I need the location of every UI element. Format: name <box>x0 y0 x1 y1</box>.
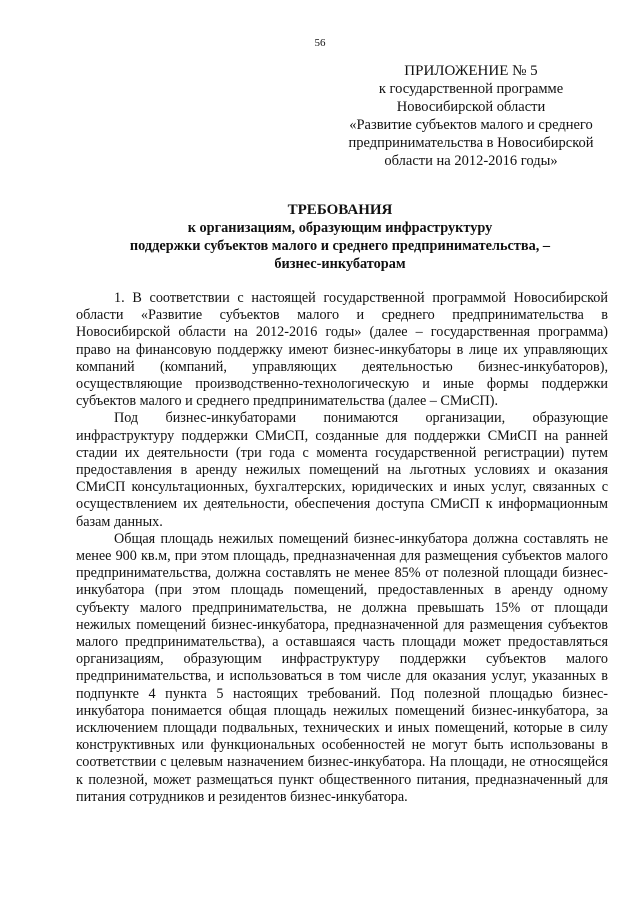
paragraph: Под бизнес-инкубаторами понимаются организации, образующие инфраструктуру поддержки СМиСП, созданные для поддержки СМиСП на ранней стадии их деятельности (три года с момента государственной регистрации) путем предоставления в аренду нежилых помещений на льготных условиях и оказания СМиСП консультационных, бухгалтерских, юридических и иных услуг, связанных с осуществлением их деятельности, обеспечения доступа СМиСП к информационным базам данных. <box>76 410 608 530</box>
appendix-line: Новосибирской области <box>396 99 546 115</box>
paragraph: 1. В соответствии с настоящей государственной программой Новосибирской области «Развитие субъектов малого и среднего предпринимательства в Новосибирской области на 2012-2016 годы» (далее – государственная программа) право на финансовую поддержку имеют бизнес-инкубаторы в лице их управляющих компаний (компаний, управляющих деятельностью бизнес-инкубаторов), осуществляющие производственно-технологическую и иные формы поддержки субъектов малого и среднего предпринимательства (далее – СМиСП). <box>76 290 608 410</box>
appendix-line: предпринимательства в Новосибирской <box>348 135 594 151</box>
appendix-title: ПРИЛОЖЕНИЕ № 5 <box>404 63 538 79</box>
heading-line: бизнес-инкубаторам <box>274 256 406 272</box>
document-body <box>76 290 608 806</box>
appendix-line: к государственной программе <box>378 81 564 97</box>
document-heading <box>60 201 620 273</box>
heading-title: ТРЕБОВАНИЯ <box>287 202 393 218</box>
appendix-line: области на 2012-2016 годы» <box>384 153 558 169</box>
page-number: 56 <box>314 37 326 49</box>
appendix-line: «Развитие субъектов малого и среднего <box>349 117 593 133</box>
appendix-block <box>330 62 612 170</box>
heading-line: к организациям, образующим инфраструктуру <box>187 220 493 236</box>
heading-line: поддержки субъектов малого и среднего предпринимательства, – <box>129 238 551 254</box>
paragraph: Общая площадь нежилых помещений бизнес-инкубатора должна составлять не менее 900 кв.м, при этом площадь, предназначенная для размещения субъектов малого предпринимательства, должна составлять не менее 85% от полезной площади бизнес-инкубатора (при этом площадь помещений, предоставленных в аренду одному субъекту малого предпринимательства, не должна превышать 15% от площади нежилых помещений бизнес-инкубатора, предназначенной для размещения субъектов малого предпринимательства), а оставшаяся часть площади может предоставляться организациям, образующим инфраструктуру поддержки субъектов малого предпринимательства, и использоваться в том числе для оказания услуг, указанных в подпункте 4 пункта 5 настоящих требований. Под полезной площадью бизнес-инкубатора понимается общая площадь нежилых помещений бизнес-инкубатора, за исключением площади подвальных, технических и иных помещений, которые в силу конструктивных или функциональных особенностей не могут быть использованы в соответствии с целевым назначением бизнес-инкубатора. На площади, не относящейся к полезной, может размещаться пункт общественного питания, предназначенный для питания сотрудников и резидентов бизнес-инкубатора. <box>76 530 608 805</box>
